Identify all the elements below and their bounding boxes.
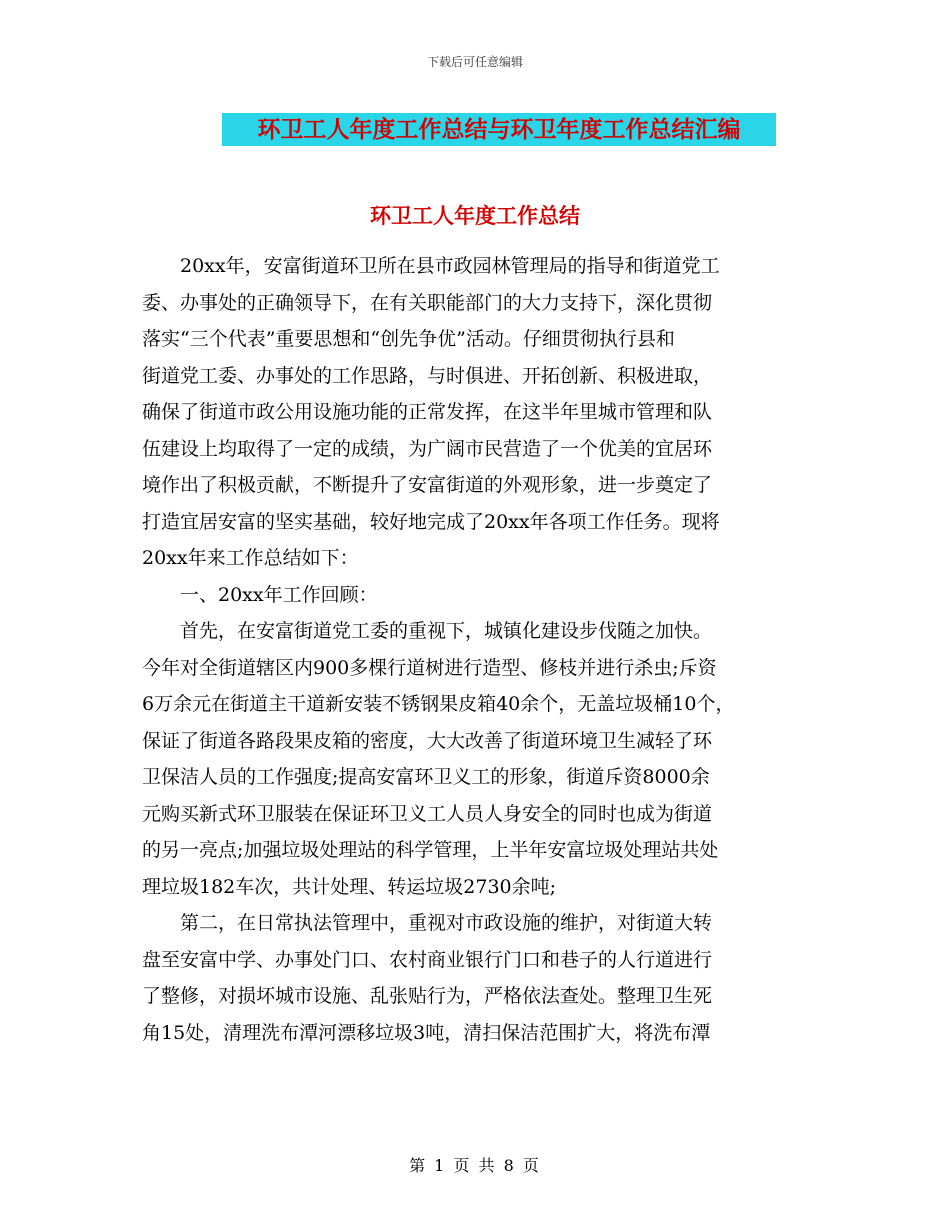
page-footer: 第 1 页 共 8 页 <box>409 1156 541 1175</box>
text-line: 了整修，对损坏城市设施、乱张贴行为，严格依法查处。整理卫生死 <box>142 985 713 1007</box>
paragraph <box>142 577 814 614</box>
text-line: 街道党工委、办事处的工作思路，与时俱进、开拓创新、积极进取， <box>142 364 713 387</box>
text-line: 的另一亮点;加强垃圾处理站的科学管理，上半年安富垃圾处理站共处 <box>142 839 719 861</box>
text-line: 理垃圾182车次，共计处理、转运垃圾2730余吨; <box>142 875 557 898</box>
paragraph <box>142 613 814 905</box>
paragraph <box>142 248 814 577</box>
text-line: 确保了街道市政公用设施功能的正常发挥，在这半年里城市管理和队 <box>142 401 713 423</box>
text-line: 20xx年来工作总结如下： <box>142 547 359 569</box>
text-line: 境作出了积极贡献，不断提升了安富街道的外观形象，进一步奠定了 <box>142 474 713 496</box>
text-line: 盘至安富中学、办事处门口、农村商业银行门口和巷子的人行道进行 <box>142 948 713 971</box>
text-line: 20xx年，安富街道环卫所在县市政园林管理局的指导和街道党工 <box>180 255 720 277</box>
text-line: 今年对全街道辖区内900多棵行道树进行造型、修枝并进行杀虫;斥资 <box>142 656 717 679</box>
text-line: 第二，在日常执法管理中，重视对市政设施的维护，对街道大转 <box>180 912 713 934</box>
text-line: 保证了街道各路段果皮箱的密度，大大改善了街道环境卫生减轻了环 <box>142 729 713 752</box>
text-line: 角15处，清理洗布潭河漂移垃圾3吨，清扫保洁范围扩大，将洗布潭 <box>142 1021 711 1044</box>
text-line: 6万余元在街道主干道新安装不锈钢果皮箱40余个，无盖垃圾桶10个， <box>142 693 735 715</box>
text-line: 委、办事处的正确领导下，在有关职能部门的大力支持下，深化贯彻 <box>142 291 713 314</box>
text-line: 卫保洁人员的工作强度;提高安富环卫义工的形象，街道斥资8000余 <box>142 766 710 788</box>
text-line: 首先，在安富街道党工委的重视下，城镇化建设步伐随之加快。 <box>180 620 713 642</box>
text-line: 落实“三个代表”重要思想和“创先争优”活动。仔细贯彻执行县和 <box>142 328 675 350</box>
text-line: 元购买新式环卫服装在保证环卫义工人员人身安全的同时也成为街道 <box>142 802 713 825</box>
document-title: 环卫工人年度工作总结与环卫年度工作总结汇编 <box>222 113 776 146</box>
section-title: 环卫工人年度工作总结 <box>370 203 580 228</box>
header-note: 下载后可任意编辑 <box>426 55 523 69</box>
text-line: 打造宜居安富的坚实基础，较好地完成了20xx年各项工作任务。现将 <box>142 510 720 533</box>
body-text <box>142 248 814 1051</box>
text-line: 一、20xx年工作回顾： <box>180 583 378 606</box>
paragraph <box>142 905 814 1051</box>
text-line: 伍建设上均取得了一定的成绩，为广阔市民营造了一个优美的宜居环 <box>142 437 713 460</box>
